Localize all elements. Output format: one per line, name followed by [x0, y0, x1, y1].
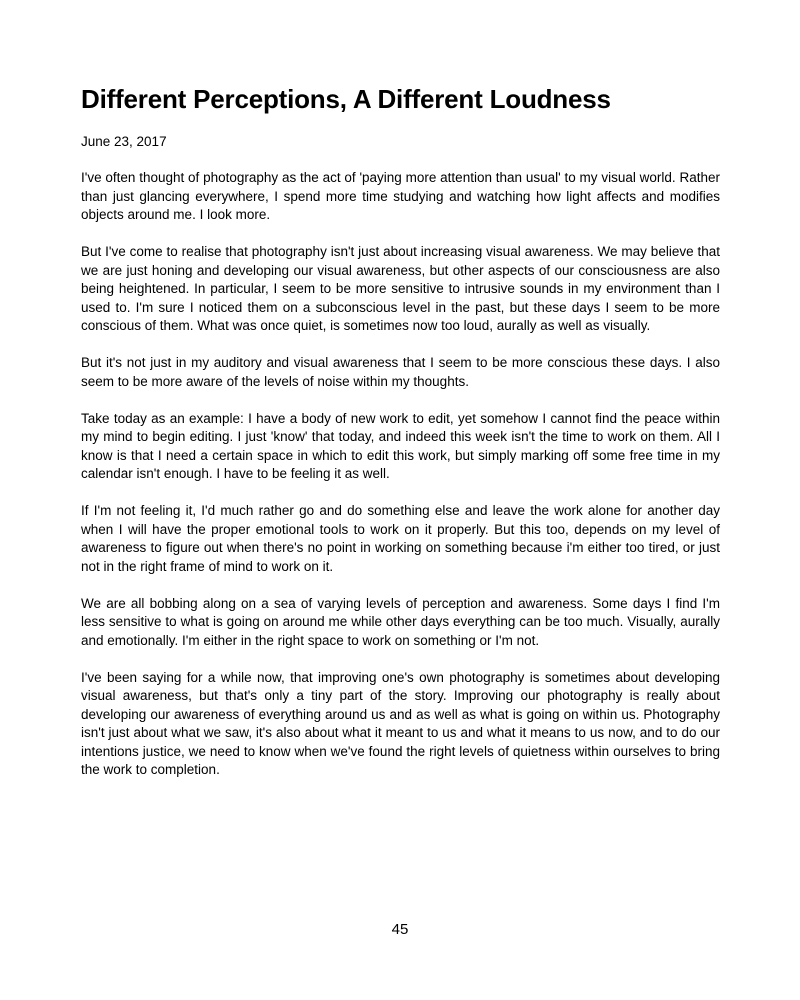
paragraph: I've been saying for a while now, that improving one's own photography is sometimes about developing visual awareness, but that's only a tiny part of the story. Improving our photography is really about developing our awareness of everything around us and as well as what is going on within us. Photography isn't just about what we saw, it's also about what it meant to us and what it means to us now, and to do our intentions justice, we need to know when we've found the right levels of quietness within ourselves to bring the work to completion. — [81, 669, 720, 777]
article-body — [81, 169, 720, 780]
page-number: 45 — [391, 921, 409, 938]
article — [81, 83, 720, 798]
paragraph: Take today as an example: I have a body of new work to edit, yet somehow I cannot find the peace within my mind to begin editing. I just 'know' that today, and indeed this week isn't the time to work on them. All I know is that I need a certain space in which to edit this work, but simply marking off some free time in my calendar isn't enough. I have to be feeling it as well. — [81, 410, 720, 481]
paragraph: We are all bobbing along on a sea of varying levels of perception and awareness. Some days I find I'm less sensitive to what is going on around me while other days everything can be too much. Visually, aurally and emotionally. I'm either in the right space to work on something or I'm not. — [81, 595, 720, 648]
article-date: June 23, 2017 — [81, 134, 167, 149]
paragraph: But I've come to realise that photography isn't just about increasing visual awareness. We may believe that we are just honing and developing our visual awareness, but other aspects of our consciousness are also being heightened. In particular, I seem to be more sensitive to intrusive sounds in my environment than I used to. I'm sure I noticed them on a subconscious level in the past, but these days I seem to be more conscious of them. What was once quiet, is sometimes now too loud, aurally as well as visually. — [81, 244, 720, 333]
article-title: Different Perceptions, A Different Loudness — [81, 84, 611, 114]
paragraph: But it's not just in my auditory and visual awareness that I seem to be more conscious these days. I also seem to be more aware of the levels of noise within my thoughts. — [81, 355, 720, 389]
paragraph: If I'm not feeling it, I'd much rather go and do something else and leave the work alone for another day when I will have the proper emotional tools to work on it properly. But this too, depends on my level of awareness to figure out when there's no point in working on something because i'm either too tired, or just not in the right frame of mind to work on it. — [81, 503, 720, 574]
paragraph: I've often thought of photography as the act of 'paying more attention than usual' to my visual world. Rather than just glancing everywhere, I spend more time studying and watching how light affects and modifies objects around me. I look more. — [81, 170, 720, 222]
